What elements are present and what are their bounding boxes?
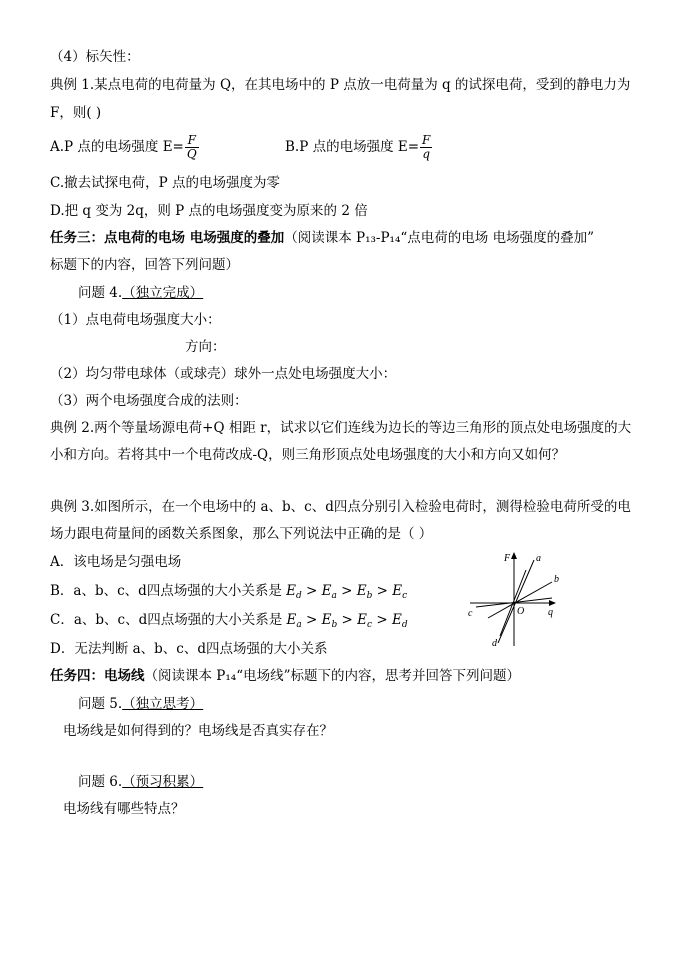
example-3-option-d: D．无法判断 a、b、c、d四点场强的大小关系 (50, 641, 328, 657)
question-4-tag: （独立完成） (122, 285, 204, 301)
option-b-relation: $E_d > E_a > E_b > E_c$ (286, 583, 408, 601)
example-3-option-c (50, 611, 408, 634)
task-3-title: 任务三：点电荷的电场 电场强度的叠加 (50, 230, 285, 246)
option-c-relation: $E_a > E_b > E_c > E_d$ (286, 612, 408, 630)
question-4-item-2: （2）均匀带电球体（或球壳）球外一点处电场强度大小： (50, 366, 397, 382)
example-1-stem-line2: F，则( ) (50, 105, 102, 121)
question-6-tag: （预习积累） (122, 774, 204, 790)
label-c: c (468, 608, 473, 619)
example-2-line2: 小和方向。若将其中一个电荷改成-Q，则三角形顶点处电场强度的大小和方向又如何？ (50, 447, 566, 463)
example-1-option-a (50, 132, 200, 162)
label-f: F (504, 553, 511, 564)
question-4-item-1-direction: 方向： (185, 339, 226, 355)
question-5-label: 问题 5. (78, 696, 123, 712)
example-3-option-a: A．该电场是匀强电场 (50, 554, 182, 570)
label-q: q (548, 607, 553, 618)
label-a: a (536, 553, 541, 564)
question-4-item-1: （1）点电荷电场强度大小： (50, 312, 221, 328)
question-4-label: 问题 4. (78, 285, 123, 301)
f-axis-arrow (511, 552, 517, 559)
section-4-heading: （4）标矢性： (50, 49, 140, 65)
example-2-line1: 典例 2.两个等量场源电荷+Q 相距 r，试求以它们连线为边长的等边三角形的顶点处电场强度的大 (50, 420, 632, 436)
task-3-note: （阅读课本 P₁₃-P₁₄“点电荷的电场 电场强度的叠加” (284, 230, 594, 246)
question-5-text: 电场线是如何得到的？电场线是否真实存在？ (63, 723, 333, 739)
question-5-header (78, 695, 203, 713)
label-o: O (517, 606, 525, 617)
option-a-text: A.P 点的电场强度 E= (50, 139, 184, 155)
question-6-label: 问题 6. (78, 774, 123, 790)
label-b: b (554, 574, 559, 585)
option-b-text: B.P 点的电场强度 E= (285, 139, 420, 155)
field-force-graph (468, 548, 568, 653)
option-a-fraction (185, 134, 199, 161)
example-1-stem-line1: 典例 1.某点电荷的电荷量为 Q，在其电场中的 P 点放一电荷量为 q 的试探电荷，受到的静电力为 (50, 77, 631, 93)
fraction-denominator: Q (186, 147, 197, 161)
line-a (498, 560, 534, 643)
question-5-tag: （独立思考） (122, 696, 204, 712)
question-6-text: 电场线有哪些特点？ (63, 801, 185, 817)
task-4-note: （阅读课本 P₁₄“电场线”标题下的内容，思考并回答下列问题） (144, 668, 521, 684)
task-3-note-line2: 标题下的内容，回答下列问题） (50, 257, 239, 273)
task-3-line1 (50, 229, 594, 247)
option-b-text: B．a、b、c、d四点场强的大小关系是 (50, 583, 287, 599)
question-4-header (78, 284, 203, 302)
question-4-item-3: （3）两个电场强度合成的法则： (50, 393, 248, 409)
label-d: d (492, 638, 497, 649)
task-4-title: 任务四：电场线 (50, 668, 145, 684)
example-1-option-c: C.撤去试探电荷，P 点的电场强度为零 (50, 175, 281, 191)
option-b-fraction (420, 134, 432, 161)
option-c-text: C．a、b、c、d四点场强的大小关系是 (50, 612, 287, 628)
example-1-option-b (285, 132, 433, 162)
example-3-line1: 典例 3.如图所示，在一个电场中的 a、b、c、d四点分别引入检验电荷时，测得检验电荷所受的电 (50, 499, 631, 515)
q-axis-arrow (549, 600, 556, 606)
example-3-option-b (50, 582, 407, 605)
question-6-header (78, 773, 203, 791)
example-3-line2: 场力跟电荷量间的函数关系图象，那么下列说法中正确的是（ ） (50, 526, 433, 542)
fraction-numerator: F (422, 133, 431, 147)
fraction-denominator: q (422, 147, 431, 161)
task-4-line (50, 667, 520, 685)
example-1-option-d: D.把 q 变为 2q，则 P 点的电场强度变为原来的 2 倍 (50, 203, 368, 219)
fraction-numerator: F (185, 134, 199, 148)
